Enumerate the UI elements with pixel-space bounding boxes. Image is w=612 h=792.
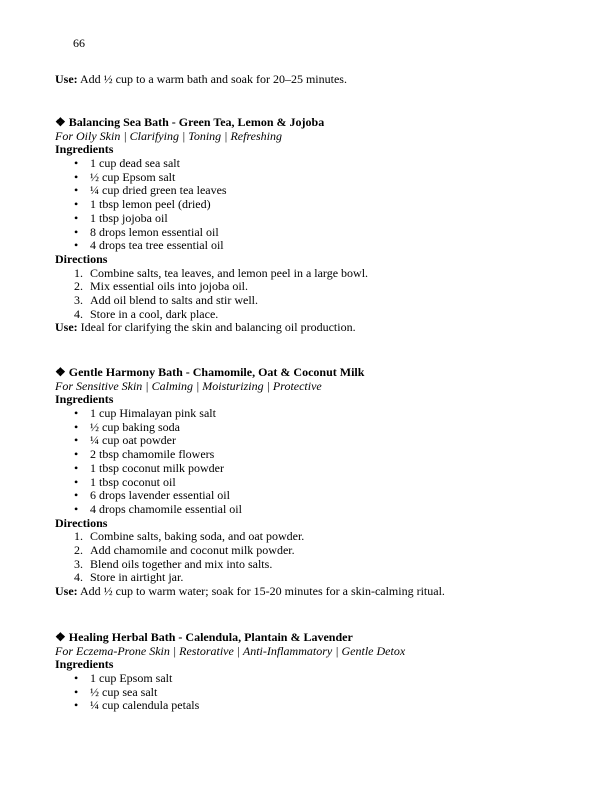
directions-label: Directions [55, 515, 108, 530]
step-number: 1. [74, 529, 83, 544]
ingredient-text: ½ cup baking soda [90, 419, 180, 434]
direction-step [55, 571, 582, 585]
bullet-icon: • [74, 474, 79, 489]
recipe-section [55, 631, 582, 713]
recipe-section [55, 366, 582, 599]
bullet-icon: • [74, 406, 79, 421]
direction-text: Combine salts, tea leaves, and lemon peel in a large bowl. [90, 265, 369, 280]
recipe-title-text: ❖ Gentle Harmony Bath - Chamomile, Oat & Coconut Milk [55, 365, 365, 379]
ingredient-item [55, 462, 582, 476]
recipe-use [55, 585, 582, 599]
bullet-icon: • [74, 197, 79, 212]
intro-use [55, 73, 582, 87]
recipe-title [55, 366, 582, 380]
ingredient-text: 1 tbsp coconut oil [90, 474, 176, 489]
direction-text: Add chamomile and coconut milk powder. [90, 543, 295, 557]
ingredient-text: 4 drops chamomile essential oil [90, 501, 242, 516]
ingredient-item [55, 448, 582, 462]
use-label: Use: [55, 320, 78, 335]
ingredient-item [55, 407, 582, 421]
direction-text: Combine salts, baking soda, and oat powder. [90, 529, 305, 544]
ingredient-text: 4 drops tea tree essential oil [90, 238, 224, 253]
recipe-title [55, 116, 582, 130]
ingredient-text: 8 drops lemon essential oil [90, 224, 219, 239]
use-text: Add ½ cup to warm water; soak for 15-20 minutes for a skin-calming ritual. [77, 584, 445, 599]
ingredient-text: ½ cup Epsom salt [90, 169, 176, 184]
ingredient-item [55, 489, 582, 503]
bullet-icon: • [74, 183, 79, 198]
step-number: 3. [74, 556, 83, 571]
direction-step [55, 530, 582, 544]
direction-step [55, 294, 582, 308]
ingredient-text: 1 cup Epsom salt [90, 671, 173, 686]
ingredient-item [55, 171, 582, 185]
ingredients-heading [55, 143, 582, 157]
recipe-subtitle: For Eczema-Prone Skin | Restorative | Anti-Inflammatory | Gentle Detox [55, 643, 406, 658]
ingredient-text: 1 cup Himalayan pink salt [90, 406, 216, 421]
recipe-use [55, 321, 582, 335]
ingredient-text: ¼ cup dried green tea leaves [90, 183, 227, 198]
ingredient-text: 1 tbsp lemon peel (dried) [90, 197, 211, 212]
page-number: 66 [73, 36, 85, 50]
use-text: Add ½ cup to a warm bath and soak for 20–25 minutes. [77, 72, 347, 86]
ingredients-label: Ingredients [55, 657, 114, 672]
ingredient-text: ½ cup sea salt [90, 684, 158, 699]
direction-text: Add oil blend to salts and stir well. [90, 293, 258, 307]
ingredient-item [55, 421, 582, 435]
bullet-icon: • [74, 224, 79, 239]
ingredient-text: 1 tbsp coconut milk powder [90, 460, 224, 475]
use-text: Ideal for clarifying the skin and balancing oil production. [77, 320, 356, 335]
ingredient-item [55, 686, 582, 700]
bullet-icon: • [74, 169, 79, 184]
ingredient-text: 6 drops lavender essential oil [90, 488, 230, 503]
direction-step [55, 267, 582, 281]
bullet-icon: • [74, 671, 79, 686]
ingredient-text: 1 tbsp jojoba oil [90, 210, 168, 225]
directions-label: Directions [55, 251, 108, 266]
bullet-icon: • [74, 501, 79, 516]
ingredient-item [55, 226, 582, 240]
bullet-icon: • [74, 156, 79, 171]
direction-text: Store in airtight jar. [90, 570, 184, 585]
ingredients-label: Ingredients [55, 392, 114, 407]
ingredient-text: ¼ cup calendula petals [90, 698, 200, 713]
recipe-title-text: ❖ Balancing Sea Bath - Green Tea, Lemon & Jojoba [55, 115, 325, 129]
direction-step [55, 558, 582, 572]
directions-heading [55, 517, 582, 531]
direction-step [55, 308, 582, 322]
bullet-icon: • [74, 210, 79, 225]
step-number: 4. [74, 306, 83, 321]
recipe-section [55, 116, 582, 335]
use-label: Use: [55, 584, 78, 599]
ingredient-item [55, 476, 582, 490]
bullet-icon: • [74, 460, 79, 475]
ingredient-item [55, 239, 582, 253]
step-number: 2. [74, 543, 83, 557]
ingredient-item [55, 157, 582, 171]
bullet-icon: • [74, 684, 79, 699]
ingredients-heading [55, 658, 582, 672]
recipe-subtitle: For Oily Skin | Clarifying | Toning | Refreshing [55, 128, 283, 143]
ingredients-label: Ingredients [55, 142, 114, 157]
ingredient-item [55, 198, 582, 212]
directions-heading [55, 253, 582, 267]
ingredient-item [55, 699, 582, 713]
bullet-icon: • [74, 238, 79, 253]
ingredient-item [55, 434, 582, 448]
direction-step [55, 544, 582, 558]
bullet-icon: • [74, 447, 79, 462]
ingredient-text: 1 cup dead sea salt [90, 156, 180, 171]
step-number: 2. [74, 279, 83, 294]
direction-text: Mix essential oils into jojoba oil. [90, 279, 248, 294]
recipe-title [55, 631, 582, 645]
ingredient-item [55, 503, 582, 517]
recipe-title-text: ❖ Healing Herbal Bath - Calendula, Plantain & Lavender [55, 630, 353, 644]
bullet-icon: • [74, 488, 79, 503]
ingredient-text: ¼ cup oat powder [90, 433, 176, 448]
bullet-icon: • [74, 698, 79, 713]
ingredient-item [55, 212, 582, 226]
ingredient-item [55, 672, 582, 686]
ingredients-heading [55, 393, 582, 407]
step-number: 4. [74, 570, 83, 585]
direction-step [55, 280, 582, 294]
recipe-subtitle: For Sensitive Skin | Calming | Moisturizing | Protective [55, 378, 322, 393]
step-number: 1. [74, 265, 83, 280]
use-label: Use: [55, 72, 78, 86]
ingredient-text: 2 tbsp chamomile flowers [90, 447, 215, 462]
direction-text: Blend oils together and mix into salts. [90, 556, 273, 571]
step-number: 3. [74, 293, 83, 307]
bullet-icon: • [74, 419, 79, 434]
direction-text: Store in a cool, dark place. [90, 306, 219, 321]
ingredient-item [55, 184, 582, 198]
bullet-icon: • [74, 433, 79, 448]
